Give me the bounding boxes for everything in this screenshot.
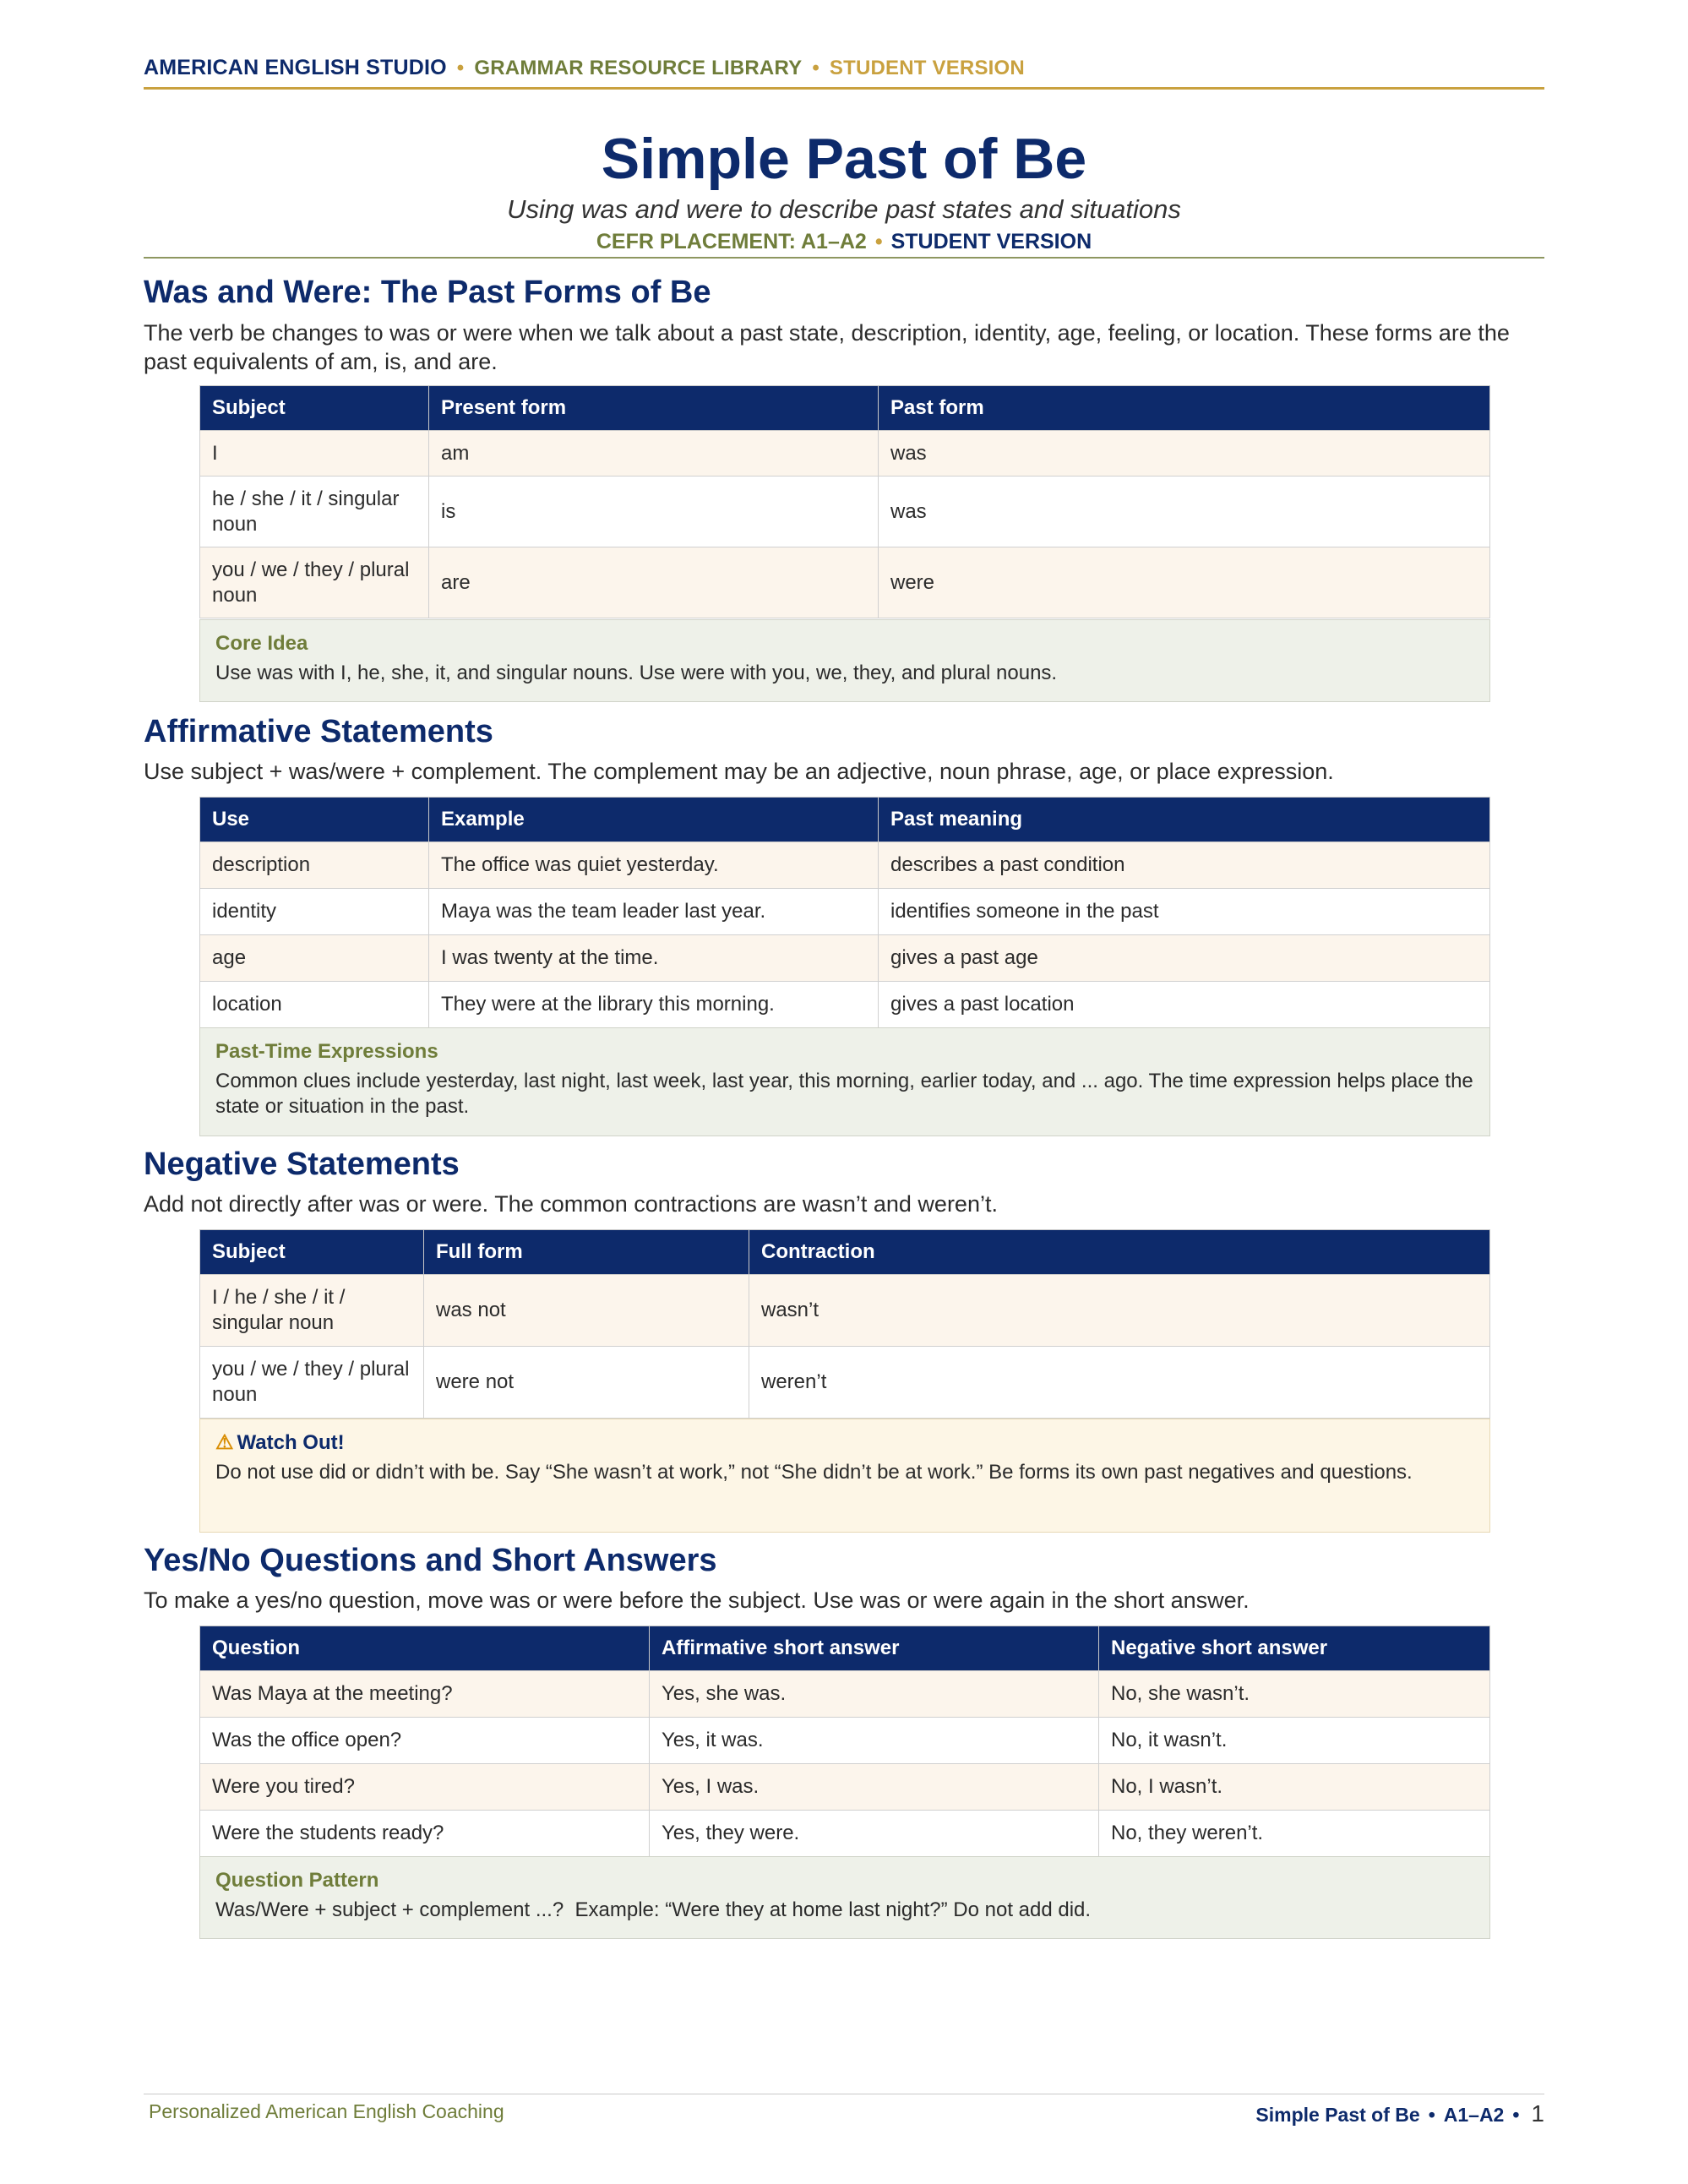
library-name: GRAMMAR RESOURCE LIBRARY <box>474 57 803 79</box>
section-heading: Was and Were: The Past Forms of Be <box>144 275 711 310</box>
footer-separator: • <box>1428 2104 1435 2126</box>
section-heading: Affirmative Statements <box>144 714 493 749</box>
running-header <box>144 56 1544 90</box>
version-label: STUDENT VERSION <box>829 57 1025 79</box>
table-cell: They were at the library this morning. <box>429 982 879 1028</box>
note-body: Was/Were + subject + complement ...? Example: “Were they at home last night?” Do not add did. <box>215 1898 1092 1921</box>
table-row <box>200 477 1490 547</box>
note-title: Watch Out! <box>237 1431 345 1454</box>
table-header-row <box>200 1230 1490 1275</box>
table-cell: is <box>429 477 879 547</box>
table-cell: Was the office open? <box>200 1718 650 1764</box>
table-cell: I / he / she / it / singular noun <box>200 1275 424 1347</box>
table-cell: identity <box>200 889 429 935</box>
table-cell: you / we / they / plural noun <box>200 547 429 618</box>
table-cell: weren’t <box>749 1347 1490 1419</box>
column-header: Subject <box>200 386 429 431</box>
column-header: Past meaning <box>879 798 1490 842</box>
column-header: Negative short answer <box>1099 1626 1490 1671</box>
table-row <box>200 1347 1490 1419</box>
table-cell: No, I wasn’t. <box>1099 1764 1490 1811</box>
page-title: Simple Past of Be <box>601 127 1087 191</box>
cefr-level: CEFR PLACEMENT: A1–A2 <box>596 230 867 253</box>
column-header: Affirmative short answer <box>650 1626 1099 1671</box>
footer-right <box>1255 2100 1544 2127</box>
table-cell: you / we / they / plural noun <box>200 1347 424 1419</box>
table-row <box>200 889 1490 935</box>
table-cell: describes a past condition <box>879 842 1490 889</box>
brand-name: AMERICAN ENGLISH STUDIO <box>144 56 447 79</box>
table-cell: No, it wasn’t. <box>1099 1718 1490 1764</box>
core-idea-note <box>199 619 1490 702</box>
section-heading: Negative Statements <box>144 1146 460 1182</box>
column-header: Example <box>429 798 879 842</box>
footer-doc-title: Simple Past of Be <box>1255 2104 1420 2126</box>
column-header: Question <box>200 1626 650 1671</box>
note-body: Use was with I, he, she, it, and singular nouns. Use were with you, we, they, and plural nouns. <box>215 662 1058 684</box>
table-row <box>200 935 1490 982</box>
table-row <box>200 1811 1490 1857</box>
table-cell: No, they weren’t. <box>1099 1811 1490 1857</box>
section-intro: The verb be changes to was or were when we talk about a past state, description, identity, age, feeling, or location. These forms are the past equivalents of am, is, and are. <box>144 320 1510 374</box>
table-cell: Maya was the team leader last year. <box>429 889 879 935</box>
warning-icon: ⚠ <box>215 1431 234 1454</box>
note-title: Question Pattern <box>215 1869 379 1892</box>
footer-level: A1–A2 <box>1443 2104 1505 2126</box>
column-header: Use <box>200 798 429 842</box>
forms-table <box>199 385 1490 618</box>
note-title: Past-Time Expressions <box>215 1040 438 1063</box>
watch-out-note <box>199 1419 1490 1533</box>
table-cell: description <box>200 842 429 889</box>
table-row <box>200 547 1490 618</box>
table-cell: were not <box>424 1347 749 1419</box>
header-rule <box>144 87 1544 90</box>
table-row <box>200 1764 1490 1811</box>
table-row <box>200 1671 1490 1718</box>
table-row <box>200 982 1490 1028</box>
table-cell: I <box>200 431 429 477</box>
cefr-line <box>144 226 1544 257</box>
table-cell: The office was quiet yesterday. <box>429 842 879 889</box>
table-cell: identifies someone in the past <box>879 889 1490 935</box>
section-intro: Add not directly after was or were. The common contractions are wasn’t and weren’t. <box>144 1191 998 1217</box>
table-cell: were <box>879 547 1490 618</box>
table-cell: gives a past age <box>879 935 1490 982</box>
table-cell: gives a past location <box>879 982 1490 1028</box>
table-cell: Yes, she was. <box>650 1671 1099 1718</box>
section-intro: To make a yes/no question, move was or were before the subject. Use was or were again in the short answer. <box>144 1588 1250 1613</box>
table-header-row <box>200 386 1490 431</box>
note-body: Common clues include yesterday, last night, last week, last year, this morning, earlier today, and ... ago. The time expression helps place the state or situation in the past. <box>215 1070 1473 1118</box>
page-number: 1 <box>1531 2100 1544 2127</box>
table-cell: I was twenty at the time. <box>429 935 879 982</box>
table-cell: wasn’t <box>749 1275 1490 1347</box>
column-header: Subject <box>200 1230 424 1275</box>
footer-separator: • <box>1512 2104 1520 2126</box>
note-body: Do not use did or didn’t with be. Say “She wasn’t at work,” not “She didn’t be at work.” Be forms its own past negatives and questions. <box>215 1461 1413 1484</box>
negative-table <box>199 1229 1490 1419</box>
note-title: Core Idea <box>215 632 308 655</box>
table-cell: Were the students ready? <box>200 1811 650 1857</box>
page-subtitle: Using was and were to describe past states and situations <box>507 194 1181 224</box>
table-cell: are <box>429 547 879 618</box>
table-cell: he / she / it / singular noun <box>200 477 429 547</box>
column-header: Contraction <box>749 1230 1490 1275</box>
section-intro: Use subject + was/were + complement. The complement may be an adjective, noun phrase, age, or place expression. <box>144 759 1334 784</box>
table-cell: location <box>200 982 429 1028</box>
past-time-expressions-note <box>199 1027 1490 1136</box>
header-separator: • <box>812 57 819 79</box>
table-cell: Were you tired? <box>200 1764 650 1811</box>
questions-table <box>199 1626 1490 1857</box>
table-cell: Was Maya at the meeting? <box>200 1671 650 1718</box>
question-pattern-note <box>199 1856 1490 1939</box>
section-heading: Yes/No Questions and Short Answers <box>144 1543 717 1578</box>
table-cell: age <box>200 935 429 982</box>
table-cell: was <box>879 477 1490 547</box>
table-cell: was not <box>424 1275 749 1347</box>
table-cell: Yes, they were. <box>650 1811 1099 1857</box>
table-row <box>200 1718 1490 1764</box>
affirmative-table <box>199 797 1490 1028</box>
cefr-version: STUDENT VERSION <box>890 230 1092 253</box>
table-cell: was <box>879 431 1490 477</box>
table-row <box>200 431 1490 477</box>
table-header-row <box>200 798 1490 842</box>
header-separator: • <box>456 57 465 79</box>
table-cell: Yes, I was. <box>650 1764 1099 1811</box>
table-cell: No, she wasn’t. <box>1099 1671 1490 1718</box>
table-header-row <box>200 1626 1490 1671</box>
note-title-line <box>215 1430 1474 1457</box>
column-header: Present form <box>429 386 879 431</box>
table-cell: Yes, it was. <box>650 1718 1099 1764</box>
column-header: Full form <box>424 1230 749 1275</box>
footer-left: Personalized American English Coaching <box>149 2100 504 2122</box>
cefr-separator: • <box>874 230 883 253</box>
table-cell: am <box>429 431 879 477</box>
table-row <box>200 842 1490 889</box>
column-header: Past form <box>879 386 1490 431</box>
table-row <box>200 1275 1490 1347</box>
title-rule <box>144 257 1544 259</box>
